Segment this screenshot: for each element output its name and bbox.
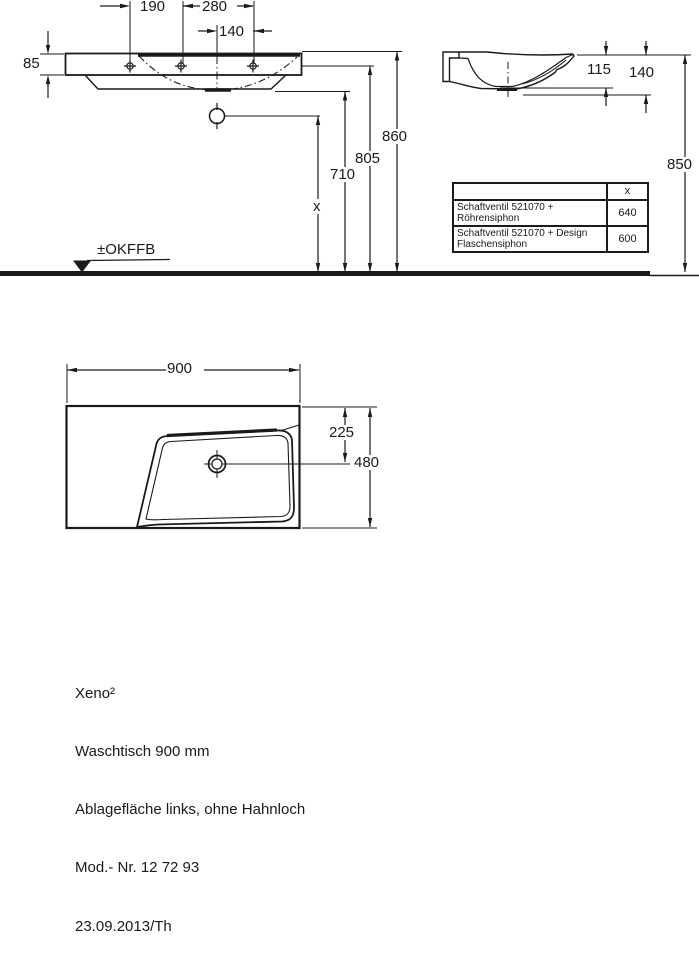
table-cell-label: Schaftventil 521070 + Design Flaschensiphon [453,226,607,252]
dim-label-85: 85 [23,55,40,72]
product-variant: Ablagefläche links, ohne Hahnloch [75,801,306,819]
product-info [75,645,305,975]
dim-label-140-side: 140 [629,64,655,81]
product-name: Xeno² [75,684,116,702]
product-type: Waschtisch 900 mm [75,743,210,761]
floor-level-label: ±OKFFB [97,241,156,258]
table-header-x: x [607,183,648,200]
dim-label-190: 190 [140,0,166,15]
dim-label-x: x [313,198,321,215]
dim-label-860: 860 [382,128,408,145]
table-row [453,226,648,252]
product-date: 23.09.2013/Th [75,917,172,935]
plan-basin-inner-line [146,435,290,519]
dim-label-900: 900 [167,360,193,377]
front-drain-symbol [210,103,225,129]
siphon-spec-table [452,182,649,253]
floor-line [0,274,699,276]
dim-lines-thickness [40,31,64,98]
fixing-hole-middle [175,60,187,73]
side-view [443,52,574,97]
front-view-underside [85,75,286,89]
product-model-number: Mod.- Nr. 12 72 93 [75,859,200,877]
dim-label-850: 850 [667,156,693,173]
side-view-wall-bracket [443,52,459,82]
dim-label-225: 225 [329,424,355,441]
dim-lines-plan [67,364,377,528]
dim-label-805: 805 [355,150,381,167]
table-cell-value: 640 [607,200,648,226]
dim-label-480: 480 [354,454,380,471]
fixing-hole-right [247,60,259,73]
dim-label-280: 280 [202,0,228,15]
table-row [453,200,648,226]
dim-label-710: 710 [330,166,356,183]
dim-label-140-top: 140 [219,23,245,40]
table-cell-label: Schaftventil 521070 + Röhrensiphon [453,200,607,226]
plan-basin-outline [137,430,294,527]
plan-view [67,406,300,528]
table-header-row [453,183,648,200]
dim-label-115: 115 [587,61,611,78]
front-view-basin-hidden-line [139,56,297,90]
table-header-empty [453,183,607,200]
level-symbol [73,260,170,273]
table-cell-value: 600 [607,226,648,252]
